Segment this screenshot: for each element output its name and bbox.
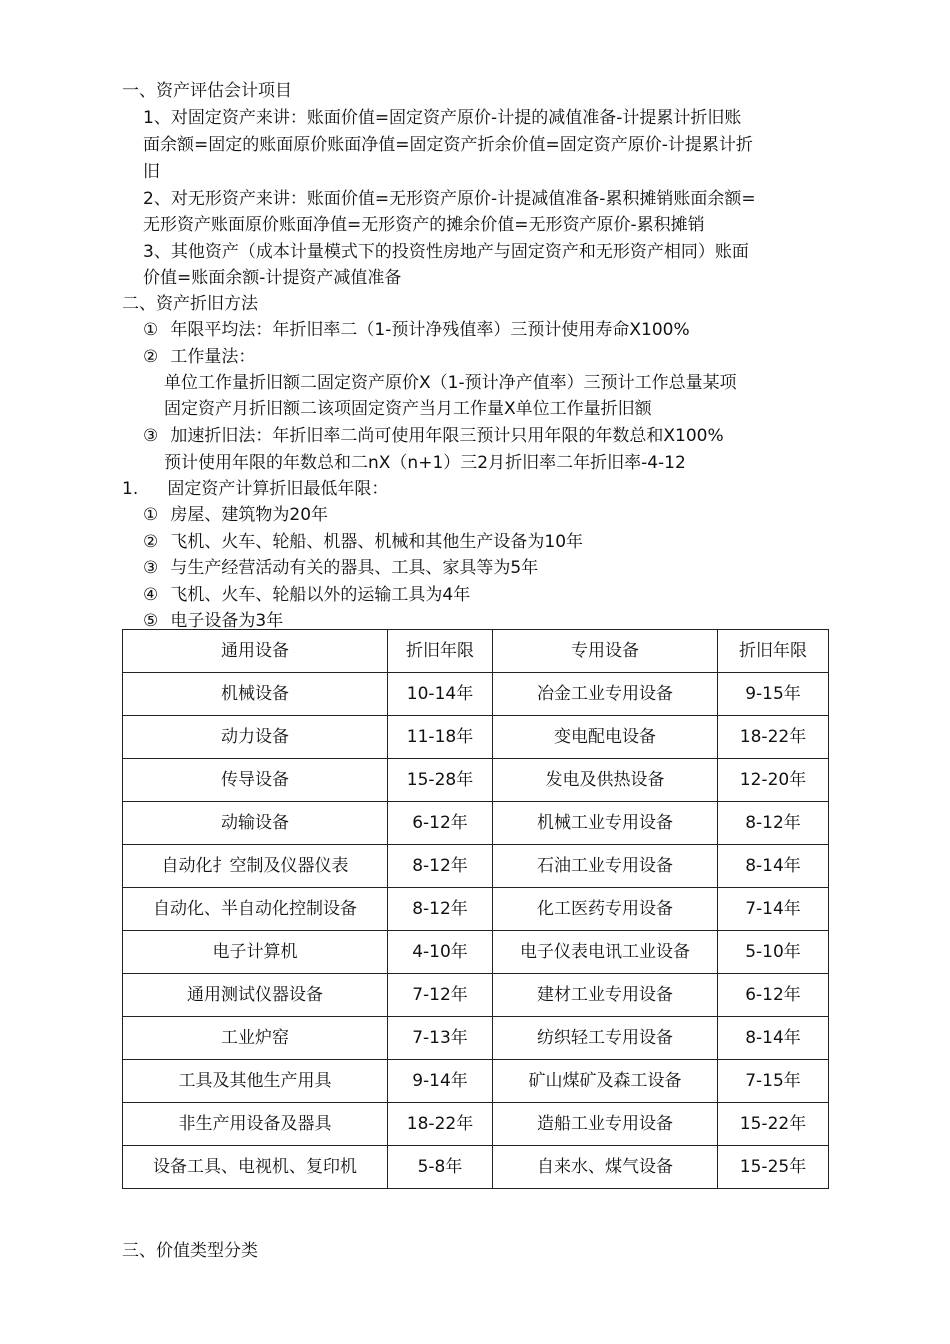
general-equipment-cell: 通用测试仪器设备 xyxy=(123,974,388,1017)
min-years-item-5-text: 电子设备为3年 xyxy=(170,611,284,631)
method-straight-line-text: 年限平均法：年折旧率二（1-预计净残值率）三预计使用寿命X100% xyxy=(170,320,690,340)
table-row xyxy=(123,802,829,845)
method-straight-line xyxy=(143,319,690,341)
paragraph-intangible-line-1: 2、对无形资产来讲：账面价值=无形资产原价-计提减值准备-累积摊销账面余额= xyxy=(143,189,756,209)
accelerated-formula-line: 预计使用年限的年数总和二nX（n+1）三2月折旧率二年折旧率-4-12 xyxy=(164,453,686,473)
heading-asset-accounting: 一、资产评估会计项目 xyxy=(122,81,292,101)
table-row xyxy=(123,931,829,974)
general-equipment-cell: 动输设备 xyxy=(123,802,388,845)
special-years-cell: 7-14年 xyxy=(718,888,829,931)
min-years-item-1 xyxy=(143,504,328,526)
table-row xyxy=(123,716,829,759)
general-equipment-cell: 机械设备 xyxy=(123,673,388,716)
circled-number-1: ① xyxy=(143,320,159,340)
header-depreciation-years: 折旧年限 xyxy=(718,630,829,673)
method-units-of-production xyxy=(143,346,255,368)
units-formula-line-2: 固定资产月折旧额二该项固定资产当月工作量X单位工作量折旧额 xyxy=(164,399,652,419)
table-row xyxy=(123,759,829,802)
circled-number-1: ① xyxy=(143,505,159,525)
table-row xyxy=(123,888,829,931)
header-depreciation-years: 折旧年限 xyxy=(388,630,493,673)
circled-number-3: ③ xyxy=(143,426,159,446)
table-row xyxy=(123,845,829,888)
general-years-cell: 9-14年 xyxy=(388,1060,493,1103)
min-years-item-4 xyxy=(143,584,470,606)
heading-minimum-years-text: 固定资产计算折旧最低年限： xyxy=(167,479,389,499)
depreciation-years-table xyxy=(122,629,829,1189)
special-years-cell: 6-12年 xyxy=(718,974,829,1017)
list-number: 1. xyxy=(122,479,139,499)
min-years-item-3 xyxy=(143,557,538,579)
general-years-cell: 7-12年 xyxy=(388,974,493,1017)
header-general-equipment: 通用设备 xyxy=(123,630,388,673)
special-equipment-cell: 化工医药专用设备 xyxy=(493,888,718,931)
general-years-cell: 8-12年 xyxy=(388,888,493,931)
special-years-cell: 18-22年 xyxy=(718,716,829,759)
table-row xyxy=(123,1017,829,1060)
units-formula-line-1: 单位工作量折旧额二固定资产原价X（1-预计净产值率）三预计工作总量某项 xyxy=(164,373,737,393)
general-years-cell: 15-28年 xyxy=(388,759,493,802)
general-equipment-cell: 设备工具、电视机、复印机 xyxy=(123,1146,388,1189)
special-equipment-cell: 纺织轻工专用设备 xyxy=(493,1017,718,1060)
special-years-cell: 9-15年 xyxy=(718,673,829,716)
special-years-cell: 15-25年 xyxy=(718,1146,829,1189)
min-years-item-2-text: 飞机、火车、轮船、机器、机械和其他生产设备为10年 xyxy=(170,532,584,552)
circled-number-5: ⑤ xyxy=(143,611,159,631)
min-years-item-4-text: 飞机、火车、轮船以外的运输工具为4年 xyxy=(170,585,471,605)
general-years-cell: 7-13年 xyxy=(388,1017,493,1060)
heading-minimum-years xyxy=(122,478,388,500)
paragraph-fixed-assets-line-1: 1、对固定资产来讲：账面价值=固定资产原价-计提的减值准备-计提累计折旧账 xyxy=(143,108,742,128)
heading-value-types: 三、价值类型分类 xyxy=(122,1241,258,1261)
special-equipment-cell: 矿山煤矿及森工设备 xyxy=(493,1060,718,1103)
general-years-cell: 8-12年 xyxy=(388,845,493,888)
method-units-of-production-text: 工作量法： xyxy=(170,347,256,367)
special-years-cell: 15-22年 xyxy=(718,1103,829,1146)
special-years-cell: 7-15年 xyxy=(718,1060,829,1103)
general-equipment-cell: 工具及其他生产用具 xyxy=(123,1060,388,1103)
general-equipment-cell: 非生产用设备及器具 xyxy=(123,1103,388,1146)
general-equipment-cell: 自动化、半自动化控制设备 xyxy=(123,888,388,931)
table-row xyxy=(123,1060,829,1103)
paragraph-other-assets-line-1: 3、其他资产（成本计量模式下的投资性房地产与固定资产和无形资产相同）账面 xyxy=(143,242,749,262)
circled-number-4: ④ xyxy=(143,585,159,605)
special-equipment-cell: 造船工业专用设备 xyxy=(493,1103,718,1146)
table-header-row xyxy=(123,630,829,673)
general-years-cell: 6-12年 xyxy=(388,802,493,845)
circled-number-2: ② xyxy=(143,532,159,552)
paragraph-other-assets-line-2: 价值=账面余额-计提资产减值准备 xyxy=(143,268,402,288)
table-row xyxy=(123,1146,829,1189)
special-equipment-cell: 电子仪表电讯工业设备 xyxy=(493,931,718,974)
special-years-cell: 8-14年 xyxy=(718,845,829,888)
general-equipment-cell: 动力设备 xyxy=(123,716,388,759)
special-years-cell: 8-12年 xyxy=(718,802,829,845)
table-row xyxy=(123,1103,829,1146)
special-years-cell: 5-10年 xyxy=(718,931,829,974)
special-equipment-cell: 冶金工业专用设备 xyxy=(493,673,718,716)
header-special-equipment: 专用设备 xyxy=(493,630,718,673)
paragraph-fixed-assets-line-3: 旧 xyxy=(143,162,160,182)
general-years-cell: 18-22年 xyxy=(388,1103,493,1146)
general-years-cell: 11-18年 xyxy=(388,716,493,759)
min-years-item-2 xyxy=(143,531,583,553)
circled-number-3: ③ xyxy=(143,558,159,578)
method-accelerated xyxy=(143,425,724,447)
heading-depreciation-methods: 二、资产折旧方法 xyxy=(122,294,258,314)
general-years-cell: 4-10年 xyxy=(388,931,493,974)
special-equipment-cell: 变电配电设备 xyxy=(493,716,718,759)
table-row xyxy=(123,974,829,1017)
special-equipment-cell: 建材工业专用设备 xyxy=(493,974,718,1017)
general-years-cell: 5-8年 xyxy=(388,1146,493,1189)
general-equipment-cell: 电子计算机 xyxy=(123,931,388,974)
method-accelerated-text: 加速折旧法：年折旧率二尚可使用年限三预计只用年限的年数总和X100% xyxy=(170,426,724,446)
circled-number-2: ② xyxy=(143,347,159,367)
table-row xyxy=(123,673,829,716)
general-equipment-cell: 传导设备 xyxy=(123,759,388,802)
special-equipment-cell: 发电及供热设备 xyxy=(493,759,718,802)
special-equipment-cell: 自来水、煤气设备 xyxy=(493,1146,718,1189)
special-equipment-cell: 机械工业专用设备 xyxy=(493,802,718,845)
min-years-item-3-text: 与生产经营活动有关的器具、工具、家具等为5年 xyxy=(170,558,539,578)
general-equipment-cell: 工业炉窑 xyxy=(123,1017,388,1060)
paragraph-fixed-assets-line-2: 面余额=固定的账面原价账面净值=固定资产折余价值=固定资产原价-计提累计折 xyxy=(143,135,753,155)
special-years-cell: 12-20年 xyxy=(718,759,829,802)
general-years-cell: 10-14年 xyxy=(388,673,493,716)
special-years-cell: 8-14年 xyxy=(718,1017,829,1060)
special-equipment-cell: 石油工业专用设备 xyxy=(493,845,718,888)
paragraph-intangible-line-2: 无形资产账面原价账面净值=无形资产的摊余价值=无形资产原价-累积摊销 xyxy=(143,215,705,235)
min-years-item-1-text: 房屋、建筑物为20年 xyxy=(170,505,329,525)
general-equipment-cell: 自动化扌空制及仪器仪表 xyxy=(123,845,388,888)
